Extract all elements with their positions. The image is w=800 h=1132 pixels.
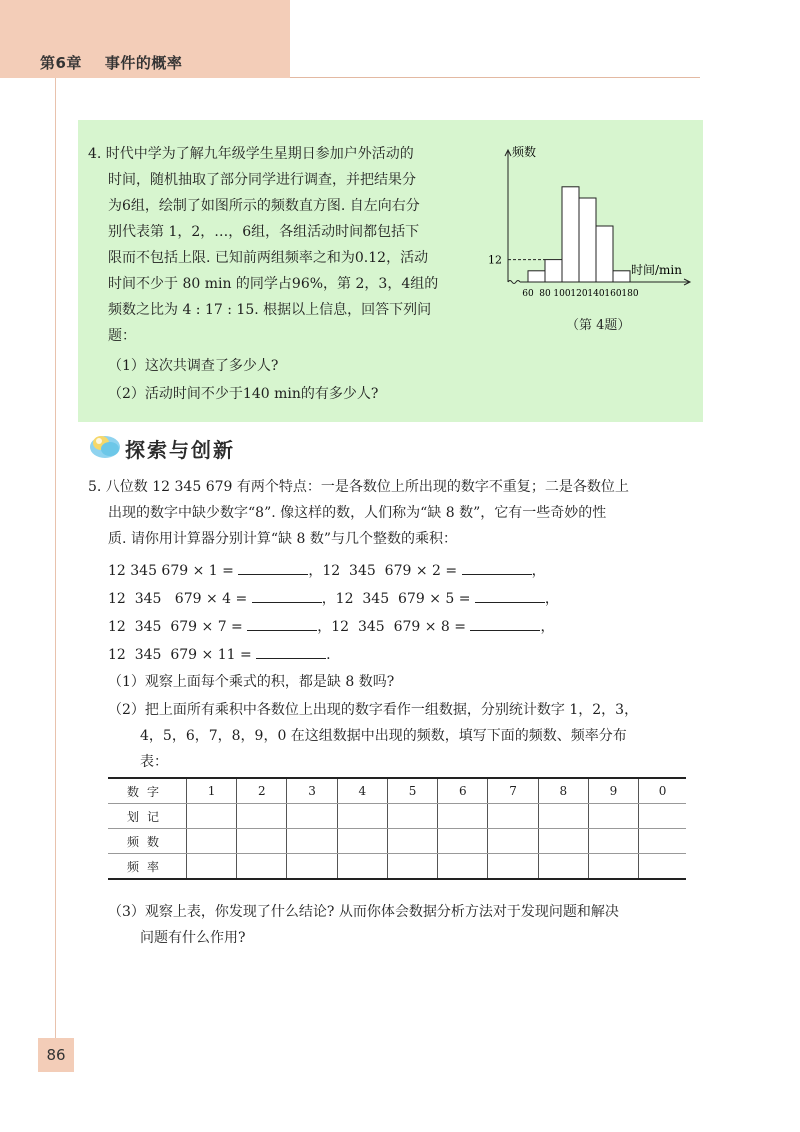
table-cell[interactable] xyxy=(237,804,287,829)
q4-line: 频数之比为 4 : 17 : 15. 根据以上信息，回答下列问 xyxy=(108,302,432,318)
table-header-cell: 数字 xyxy=(108,778,187,804)
table-cell[interactable] xyxy=(337,804,387,829)
answer-blank[interactable] xyxy=(252,588,322,603)
table-header-cell: 8 xyxy=(538,778,588,804)
q5-line: 5. 八位数 12 345 679 有两个特点：一是各数位上所出现的数字不重复；二是各数位上 xyxy=(88,479,629,495)
table-cell[interactable] xyxy=(588,804,638,829)
row-label: 划记 xyxy=(108,804,187,829)
equation-row: 12 345 679 × 11 = . xyxy=(108,644,331,665)
histogram-bar xyxy=(579,198,596,282)
q5-sub-question-1: （1）观察上面每个乘式的积，都是缺 8 数吗? xyxy=(108,674,395,690)
histogram-bar xyxy=(596,226,613,282)
equation-row: 12 345 679 × 1 = ，12 345 679 × 2 = ， xyxy=(108,560,546,581)
q5-sub-question-2: （2）把上面所有乘积中各数位上出现的数字看作一组数据，分别统计数字 1，2，3， xyxy=(108,702,639,718)
frequency-table xyxy=(108,777,686,880)
table-cell[interactable] xyxy=(488,854,538,880)
table-cell[interactable] xyxy=(287,829,337,854)
figure-caption: （第 4题） xyxy=(566,318,631,333)
answer-blank[interactable] xyxy=(238,560,308,575)
answer-blank[interactable] xyxy=(470,616,540,631)
table-header-cell: 3 xyxy=(287,778,337,804)
table-cell[interactable] xyxy=(187,854,237,880)
table-header-row xyxy=(108,778,686,804)
table-cell[interactable] xyxy=(538,804,588,829)
table-cell[interactable] xyxy=(438,829,488,854)
q5-sub-question-3-cont: 问题有什么作用? xyxy=(140,930,246,946)
table-cell[interactable] xyxy=(639,804,686,829)
q4-sub-question-2: （2）活动时间不少于140 min的有多少人? xyxy=(108,386,379,402)
table-row xyxy=(108,854,686,880)
table-cell[interactable] xyxy=(588,854,638,880)
table-cell[interactable] xyxy=(387,829,437,854)
chapter-title: 第6章 事件的概率 xyxy=(40,54,183,72)
equation-row: 12 345 679 × 4 = ，12 345 679 × 5 = ， xyxy=(108,588,559,609)
answer-blank[interactable] xyxy=(462,560,532,575)
table-cell[interactable] xyxy=(588,829,638,854)
table-cell[interactable] xyxy=(237,854,287,880)
histogram-bar xyxy=(562,187,579,282)
table-header-cell: 1 xyxy=(187,778,237,804)
table-cell[interactable] xyxy=(287,804,337,829)
x-tick-label: 80 xyxy=(539,289,551,299)
table-row xyxy=(108,829,686,854)
q5-line: 出现的数字中缺少数字“8”. 像这样的数，人们称为“缺 8 数”，它有一些奇妙的性 xyxy=(108,505,607,521)
table-cell[interactable] xyxy=(287,854,337,880)
axis-break xyxy=(508,281,520,284)
histogram-bar xyxy=(613,271,630,282)
answer-blank[interactable] xyxy=(475,588,545,603)
table-cell[interactable] xyxy=(639,829,686,854)
x-tick-label: 60 xyxy=(522,289,534,299)
q5-sub-question-2-cont: 4，5，6，7，8，9，0 在这组数据中出现的频数，填写下面的频数、频率分布 xyxy=(140,728,627,744)
table-header-cell: 2 xyxy=(237,778,287,804)
x-tick-label: 100 xyxy=(553,289,571,299)
margin-rule xyxy=(55,78,56,1038)
frequency-histogram xyxy=(468,132,698,317)
q4-line: 时间不少于 80 min 的同学占96%，第 2，3，4组的 xyxy=(108,276,439,292)
table-cell[interactable] xyxy=(387,854,437,880)
table-cell[interactable] xyxy=(337,829,387,854)
x-axis-label: 时间/min xyxy=(631,263,682,277)
x-tick-label: 120 xyxy=(570,289,588,299)
q4-line: 时间，随机抽取了部分同学进行调查，并把结果分 xyxy=(108,172,416,188)
table-cell[interactable] xyxy=(337,854,387,880)
table-header-cell: 7 xyxy=(488,778,538,804)
section-title: 探索与创新 xyxy=(125,438,235,462)
table-header-cell: 6 xyxy=(438,778,488,804)
table-cell[interactable] xyxy=(488,829,538,854)
y-axis-label: 频数 xyxy=(512,145,537,159)
y-tick-label: 12 xyxy=(488,253,502,267)
histogram-bar xyxy=(528,271,545,282)
table-cell[interactable] xyxy=(538,854,588,880)
q5-line: 质. 请你用计算器分别计算“缺 8 数”与几个整数的乘积： xyxy=(108,531,458,547)
table-cell[interactable] xyxy=(488,804,538,829)
explore-innovation-icon xyxy=(88,428,122,462)
equation-row: 12 345 679 × 7 = ，12 345 679 × 8 = ， xyxy=(108,616,554,637)
histogram-bar xyxy=(545,260,562,282)
q4-line: 为6组，绘制了如图所示的频数直方图. 自左向右分 xyxy=(108,198,420,214)
answer-blank[interactable] xyxy=(256,644,326,659)
table-cell[interactable] xyxy=(438,804,488,829)
x-tick-label: 180 xyxy=(621,289,639,299)
table-cell[interactable] xyxy=(639,854,686,880)
q4-line: 限而不包括上限. 已知前两组频率之和为0.12，活动 xyxy=(108,250,429,266)
header-divider xyxy=(290,77,700,78)
row-label: 频数 xyxy=(108,829,187,854)
x-tick-label: 140 xyxy=(587,289,605,299)
page-number: 86 xyxy=(38,1038,74,1072)
x-tick-label: 160 xyxy=(604,289,622,299)
q5-sub-question-2-cont: 表： xyxy=(140,754,168,770)
table-cell[interactable] xyxy=(438,854,488,880)
q5-sub-question-3: （3）观察上表，你发现了什么结论? 从而你体会数据分析方法对于发现问题和解决 xyxy=(108,904,619,920)
q4-line: 别代表第 1，2，…，6组，各组活动时间都包括下 xyxy=(108,224,420,240)
table-cell[interactable] xyxy=(237,829,287,854)
q4-line: 题： xyxy=(108,328,136,344)
table-row xyxy=(108,804,686,829)
table-cell[interactable] xyxy=(538,829,588,854)
q4-sub-question-1: （1）这次共调查了多少人? xyxy=(108,358,279,374)
table-cell[interactable] xyxy=(387,804,437,829)
table-header-cell: 0 xyxy=(639,778,686,804)
table-header-cell: 5 xyxy=(387,778,437,804)
table-header-cell: 9 xyxy=(588,778,638,804)
table-header-cell: 4 xyxy=(337,778,387,804)
answer-blank[interactable] xyxy=(247,616,317,631)
table-cell[interactable] xyxy=(187,804,237,829)
q4-line: 4. 时代中学为了解九年级学生星期日参加户外活动的 xyxy=(88,146,414,162)
table-cell[interactable] xyxy=(187,829,237,854)
row-label: 频率 xyxy=(108,854,187,880)
